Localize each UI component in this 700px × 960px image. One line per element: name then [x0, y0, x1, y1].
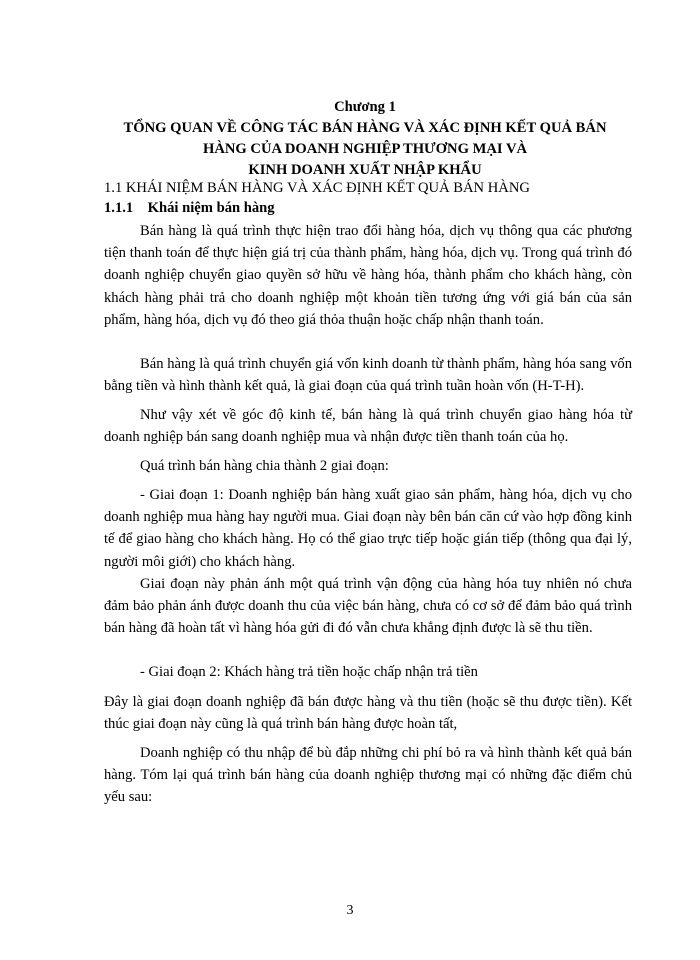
subsection-title: Khái niệm bán hàng — [147, 200, 275, 216]
paragraph-1: Bán hàng là quá trình thực hiện trao đổi hàng hóa, dịch vụ thông qua các phương tiện thanh toán để thực hiện giá trị của thành phẩm, hàng hóa, dịch vụ. Trong quá trình đó doanh nghiệp chuyển giao quyền sở hữu về hàng hóa, thành phẩm cho khách hàng, còn khách hàng phải trả cho doanh nghiệp một khoản tiền tương ứng với giá bán của sản phẩm, hàng hóa, dịch vụ đó theo giá thỏa thuận hoặc chấp nhận thanh toán. — [104, 223, 632, 328]
section-heading: 1.1 KHÁI NIỆM BÁN HÀNG VÀ XÁC ĐỊNH KẾT QUẢ BÁN HÀNG — [104, 180, 530, 196]
paragraph-3: Như vậy xét về góc độ kinh tế, bán hàng là quá trình chuyển giao hàng hóa từ doanh nghiệp bán sang doanh nghiệp mua và nhận được tiền thanh toán của họ. — [104, 407, 632, 446]
chapter-number: Chương 1 — [334, 99, 396, 115]
paragraph-5: - Giai đoạn 1: Doanh nghiệp bán hàng xuất giao sản phẩm, hàng hóa, dịch vụ cho doanh nghiệp mua hàng hay người mua. Giai đoạn này bên bán căn cứ vào hợp đồng kinh tế để giao hàng cho khách hàng. Họ có thể giao trực tiếp hoặc gián tiếp (thông qua đại lý, người môi giới) cho khách hàng. — [104, 487, 632, 570]
paragraph-6: Giai đoạn này phản ánh một quá trình vận động của hàng hóa tuy nhiên nó chưa đảm bảo phản ánh được doanh thu của việc bán hàng, chưa có cơ sở để đảm bảo quá trình bán hàng đã hoàn tất vì hàng hóa gửi đi đó vẫn chưa khẳng định được là sẽ thu tiền. — [104, 576, 632, 637]
paragraph-2: Bán hàng là quá trình chuyển giá vốn kinh doanh từ thành phẩm, hàng hóa sang vốn bằng tiền và hình thành kết quả, là giai đoạn của quá trình tuần hoàn vốn (H-T-H). — [104, 356, 632, 395]
chapter-header — [100, 96, 630, 181]
paragraph-7: - Giai đoạn 2: Khách hàng trả tiền hoặc chấp nhận trả tiền — [140, 664, 478, 680]
paragraph-9: Doanh nghiệp có thu nhập để bù đắp những chi phí bỏ ra và hình thành kết quả bán hàng. Tóm lại quá trình bán hàng của doanh nghiệp thương mại có những đặc điểm chủ yếu sau: — [104, 745, 632, 806]
chapter-title-line-2: HÀNG CỦA DOANH NGHIỆP THƯƠNG MẠI VÀ — [202, 141, 528, 157]
page-number: 3 — [346, 903, 354, 918]
subsection-heading — [104, 198, 644, 218]
paragraph-4: Quá trình bán hàng chia thành 2 giai đoạn: — [140, 458, 389, 474]
subsection-number: 1.1.1 — [104, 200, 134, 216]
chapter-title-line-3: KINH DOANH XUẤT NHẬP KHẨU — [248, 162, 482, 178]
paragraph-8: Đây là giai đoạn doanh nghiệp đã bán được hàng và thu tiền (hoặc sẽ thu được tiền). Kết thúc giai đoạn này cũng là quá trình bán hàng được hoàn tất, — [104, 694, 632, 733]
chapter-title-line-1: TỔNG QUAN VỀ CÔNG TÁC BÁN HÀNG VÀ XÁC ĐỊNH KẾT QUẢ BÁN — [123, 120, 607, 136]
